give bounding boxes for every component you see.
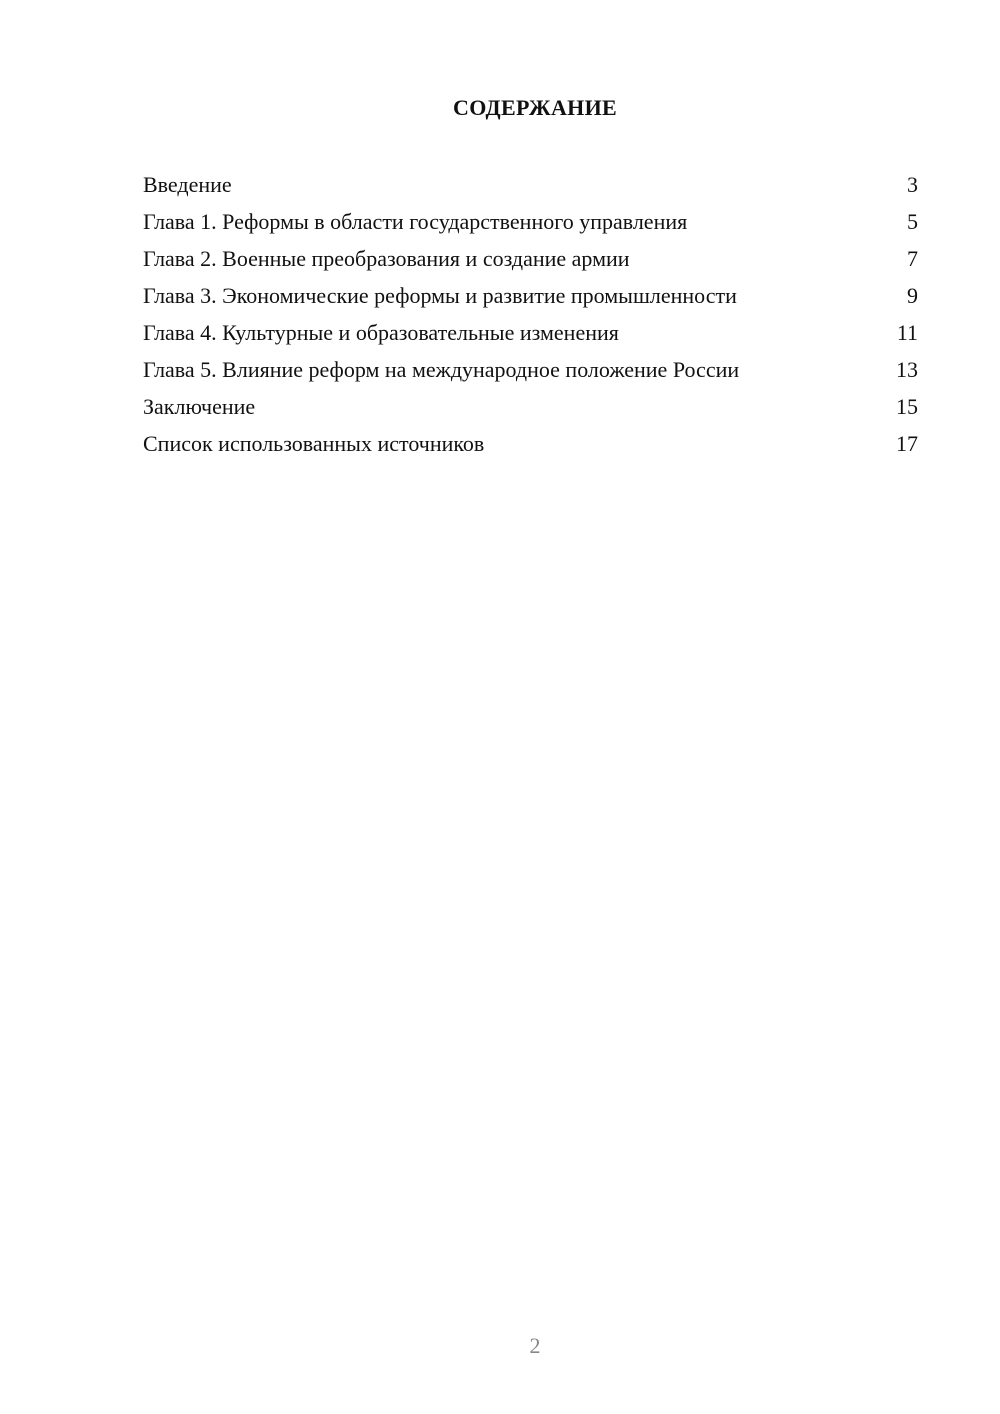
toc-entry-label: Введение: [143, 172, 232, 197]
toc-entry: [143, 277, 918, 314]
toc-entry-label: Заключение: [143, 394, 256, 419]
toc-entry: [143, 203, 918, 240]
toc-entry-page: 13: [896, 357, 918, 382]
toc-entry: [143, 425, 918, 462]
table-of-contents: [143, 166, 918, 462]
toc-entry: [143, 388, 918, 425]
toc-entry: [143, 166, 918, 203]
toc-entry-page: 3: [907, 172, 918, 197]
toc-entry-page: 17: [896, 431, 918, 456]
toc-entry-label: Глава 1. Реформы в области государственного управления: [143, 209, 688, 234]
page-number: 2: [529, 1333, 541, 1358]
page-title: СОДЕРЖАНИЕ: [453, 95, 617, 120]
toc-entry-label: Глава 4. Культурные и образовательные изменения: [143, 320, 619, 345]
toc-entry: [143, 314, 918, 351]
toc-entry-label: Глава 2. Военные преобразования и создание армии: [143, 246, 630, 271]
toc-entry-label: Глава 3. Экономические реформы и развитие промышленности: [143, 283, 737, 308]
toc-entry-page: 15: [896, 394, 918, 419]
toc-entry-page: 11: [896, 320, 918, 345]
toc-entry-page: 5: [907, 209, 918, 234]
toc-entry: [143, 240, 918, 277]
toc-entry-label: Глава 5. Влияние реформ на международное положение России: [143, 357, 740, 382]
toc-entry-page: 9: [907, 283, 918, 308]
toc-entry-page: 7: [907, 246, 918, 271]
toc-entry: [143, 351, 918, 388]
toc-entry-label: Список использованных источников: [143, 431, 485, 456]
